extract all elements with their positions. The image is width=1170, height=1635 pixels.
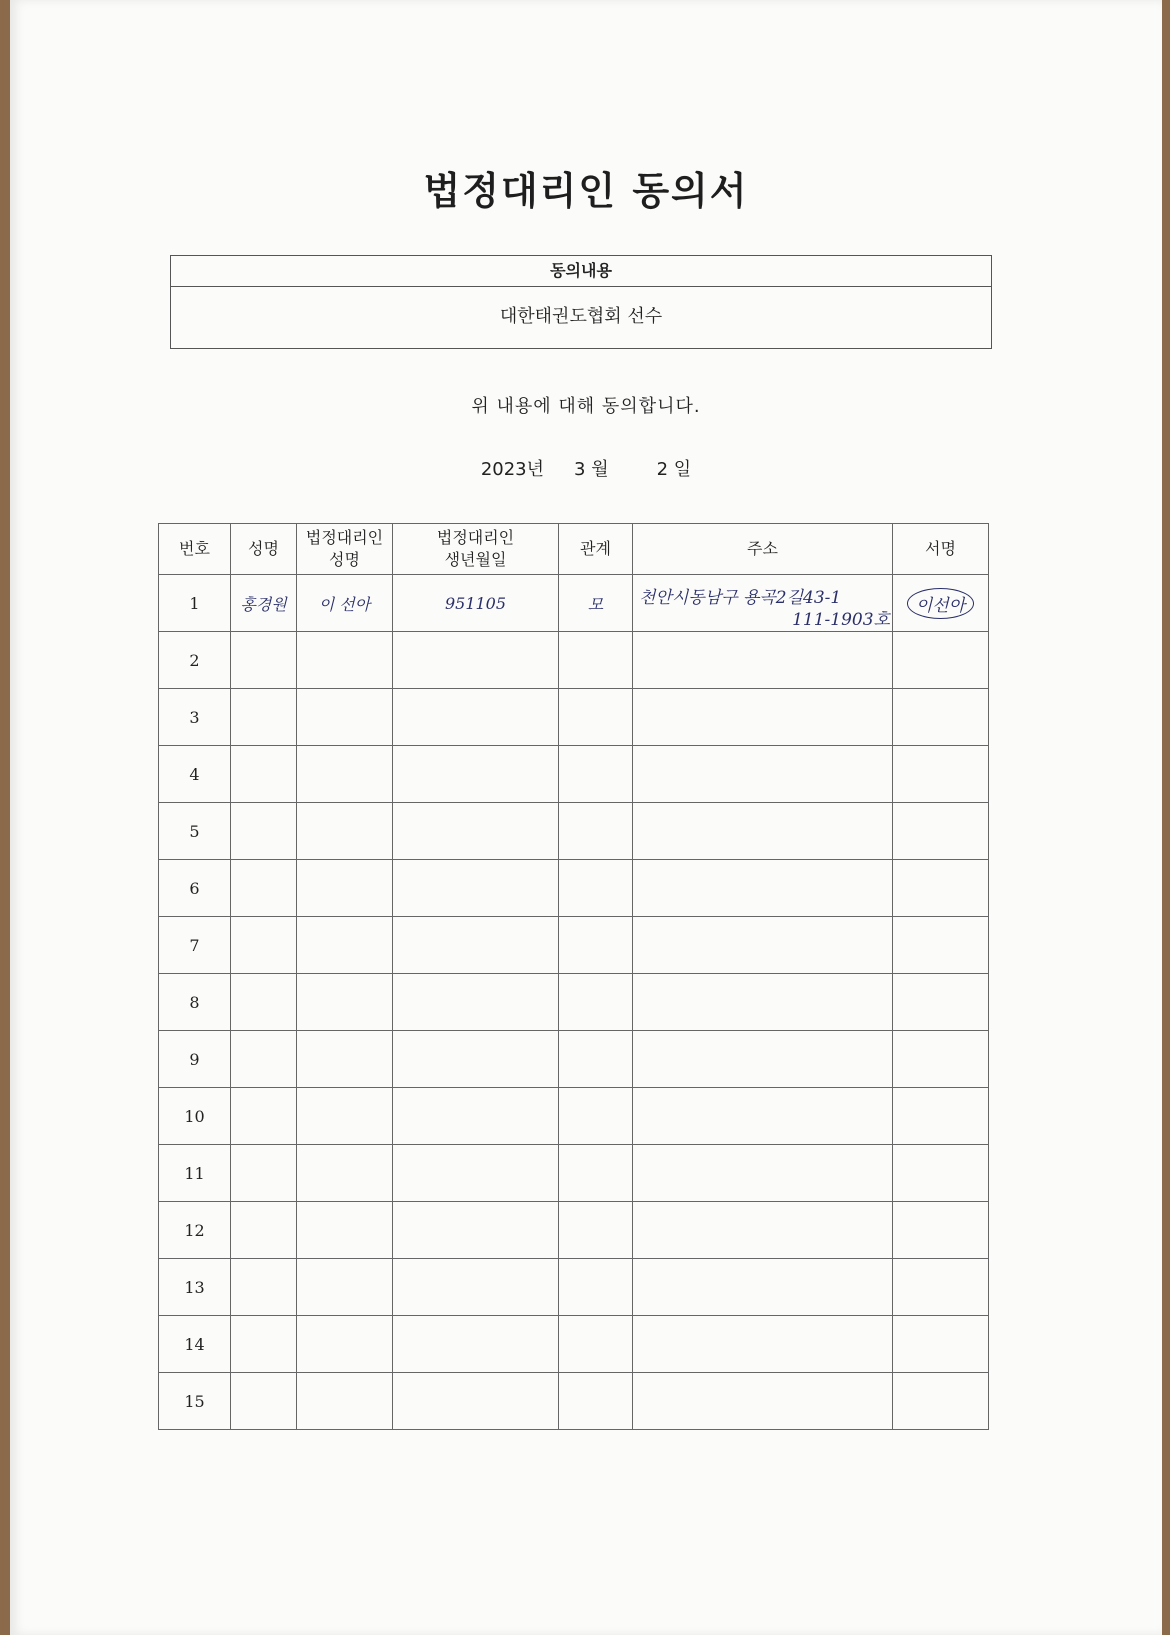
header-name: 성명 <box>231 524 297 575</box>
row-name <box>231 917 297 974</box>
date-line <box>10 455 1162 481</box>
row-signature <box>893 1202 989 1259</box>
agree-statement: 위 내용에 대해 동의합니다. <box>471 396 701 417</box>
row-signature <box>893 1145 989 1202</box>
row-relation: 모 <box>559 575 633 632</box>
row-name <box>231 1373 297 1430</box>
row-number: 1 <box>159 575 231 632</box>
header-signature: 서명 <box>893 524 989 575</box>
row-signature <box>893 689 989 746</box>
row-relation <box>559 1202 633 1259</box>
row-guardian-name <box>297 917 393 974</box>
row-signature <box>893 1316 989 1373</box>
row-name <box>231 1316 297 1373</box>
row-signature <box>893 632 989 689</box>
row-name <box>231 1031 297 1088</box>
row-guardian-name: 이 선아 <box>297 575 393 632</box>
row-guardian-birth <box>393 632 559 689</box>
row-name <box>231 1145 297 1202</box>
row-name: 홍경원 <box>231 575 297 632</box>
row-name <box>231 632 297 689</box>
row-guardian-birth <box>393 746 559 803</box>
table-row <box>159 860 989 917</box>
row-number: 7 <box>159 917 231 974</box>
row-signature <box>893 575 989 632</box>
row-number: 11 <box>159 1145 231 1202</box>
header-relation: 관계 <box>559 524 633 575</box>
row-guardian-name <box>297 746 393 803</box>
row-guardian-birth <box>393 803 559 860</box>
row-guardian-birth: 951105 <box>393 575 559 632</box>
row-number: 15 <box>159 1373 231 1430</box>
document-title: 법정대리인 동의서 <box>423 169 749 213</box>
table-row <box>159 1031 989 1088</box>
row-guardian-name <box>297 689 393 746</box>
row-address <box>633 1373 893 1430</box>
signature-mark: 이선아 <box>907 588 974 619</box>
header-guardian-birth: 법정대리인 생년월일 <box>393 524 559 575</box>
row-guardian-birth <box>393 1202 559 1259</box>
row-number: 12 <box>159 1202 231 1259</box>
row-relation <box>559 860 633 917</box>
row-number: 9 <box>159 1031 231 1088</box>
row-number: 13 <box>159 1259 231 1316</box>
row-guardian-birth <box>393 974 559 1031</box>
consent-header: 동의내용 <box>171 256 991 287</box>
row-address-line1: 천안시동남구 용곡2길43-1 <box>639 588 842 608</box>
table-row <box>159 1088 989 1145</box>
row-guardian-birth <box>393 1316 559 1373</box>
table-row <box>159 689 989 746</box>
row-guardian-birth <box>393 1145 559 1202</box>
row-guardian-name <box>297 803 393 860</box>
row-name <box>231 860 297 917</box>
row-guardian-birth <box>393 1031 559 1088</box>
row-guardian-name <box>297 1259 393 1316</box>
row-number: 2 <box>159 632 231 689</box>
row-relation <box>559 632 633 689</box>
row-relation <box>559 1316 633 1373</box>
row-guardian-birth <box>393 860 559 917</box>
table-row <box>159 1316 989 1373</box>
row-address <box>633 632 893 689</box>
consent-body: 대한태권도협회 선수 <box>499 306 663 327</box>
row-guardian-name <box>297 1088 393 1145</box>
row-relation <box>559 803 633 860</box>
guardian-table <box>158 523 989 1430</box>
table-row <box>159 575 989 632</box>
row-signature <box>893 1088 989 1145</box>
row-address <box>633 746 893 803</box>
row-guardian-name <box>297 1202 393 1259</box>
row-address <box>633 1088 893 1145</box>
row-relation <box>559 689 633 746</box>
row-name <box>231 746 297 803</box>
row-guardian-birth <box>393 1373 559 1430</box>
row-guardian-name <box>297 1031 393 1088</box>
date-year: 2023년 <box>480 459 545 480</box>
row-number: 8 <box>159 974 231 1031</box>
row-guardian-birth <box>393 1088 559 1145</box>
header-address: 주소 <box>633 524 893 575</box>
row-relation <box>559 974 633 1031</box>
table-row <box>159 1202 989 1259</box>
table-row <box>159 803 989 860</box>
row-relation <box>559 1088 633 1145</box>
row-address <box>633 803 893 860</box>
row-name <box>231 803 297 860</box>
row-guardian-name <box>297 974 393 1031</box>
row-relation <box>559 746 633 803</box>
row-signature <box>893 860 989 917</box>
row-guardian-name <box>297 1373 393 1430</box>
row-relation <box>559 917 633 974</box>
row-name <box>231 1259 297 1316</box>
row-address <box>633 860 893 917</box>
header-guardian-name: 법정대리인 성명 <box>297 524 393 575</box>
row-address <box>633 1259 893 1316</box>
row-signature <box>893 746 989 803</box>
row-name <box>231 1088 297 1145</box>
row-relation <box>559 1259 633 1316</box>
row-guardian-name <box>297 860 393 917</box>
row-address <box>633 575 893 632</box>
table-row <box>159 746 989 803</box>
date-day: 2 일 <box>656 459 692 480</box>
table-row <box>159 632 989 689</box>
table-row <box>159 917 989 974</box>
row-number: 4 <box>159 746 231 803</box>
table-header-row <box>159 524 989 575</box>
row-address <box>633 1202 893 1259</box>
row-guardian-name <box>297 632 393 689</box>
table-row <box>159 1259 989 1316</box>
row-name <box>231 974 297 1031</box>
table-row <box>159 974 989 1031</box>
header-no: 번호 <box>159 524 231 575</box>
row-number: 3 <box>159 689 231 746</box>
row-address <box>633 917 893 974</box>
table-row <box>159 1145 989 1202</box>
row-number: 10 <box>159 1088 231 1145</box>
row-number: 14 <box>159 1316 231 1373</box>
row-relation <box>559 1031 633 1088</box>
row-address <box>633 1145 893 1202</box>
row-address-line2: 111-1903호 <box>792 610 890 630</box>
row-relation <box>559 1145 633 1202</box>
row-guardian-name <box>297 1316 393 1373</box>
row-signature <box>893 1259 989 1316</box>
row-address <box>633 974 893 1031</box>
row-address <box>633 1031 893 1088</box>
date-month: 3 월 <box>574 459 609 480</box>
row-signature <box>893 974 989 1031</box>
row-signature <box>893 917 989 974</box>
row-guardian-name <box>297 1145 393 1202</box>
row-address <box>633 1316 893 1373</box>
row-number: 6 <box>159 860 231 917</box>
row-relation <box>559 1373 633 1430</box>
row-signature <box>893 1373 989 1430</box>
row-signature <box>893 1031 989 1088</box>
row-guardian-birth <box>393 917 559 974</box>
row-address <box>633 689 893 746</box>
row-name <box>231 689 297 746</box>
row-guardian-birth <box>393 689 559 746</box>
consent-box <box>170 255 992 349</box>
table-row <box>159 1373 989 1430</box>
row-number: 5 <box>159 803 231 860</box>
row-guardian-birth <box>393 1259 559 1316</box>
row-signature <box>893 803 989 860</box>
row-name <box>231 1202 297 1259</box>
